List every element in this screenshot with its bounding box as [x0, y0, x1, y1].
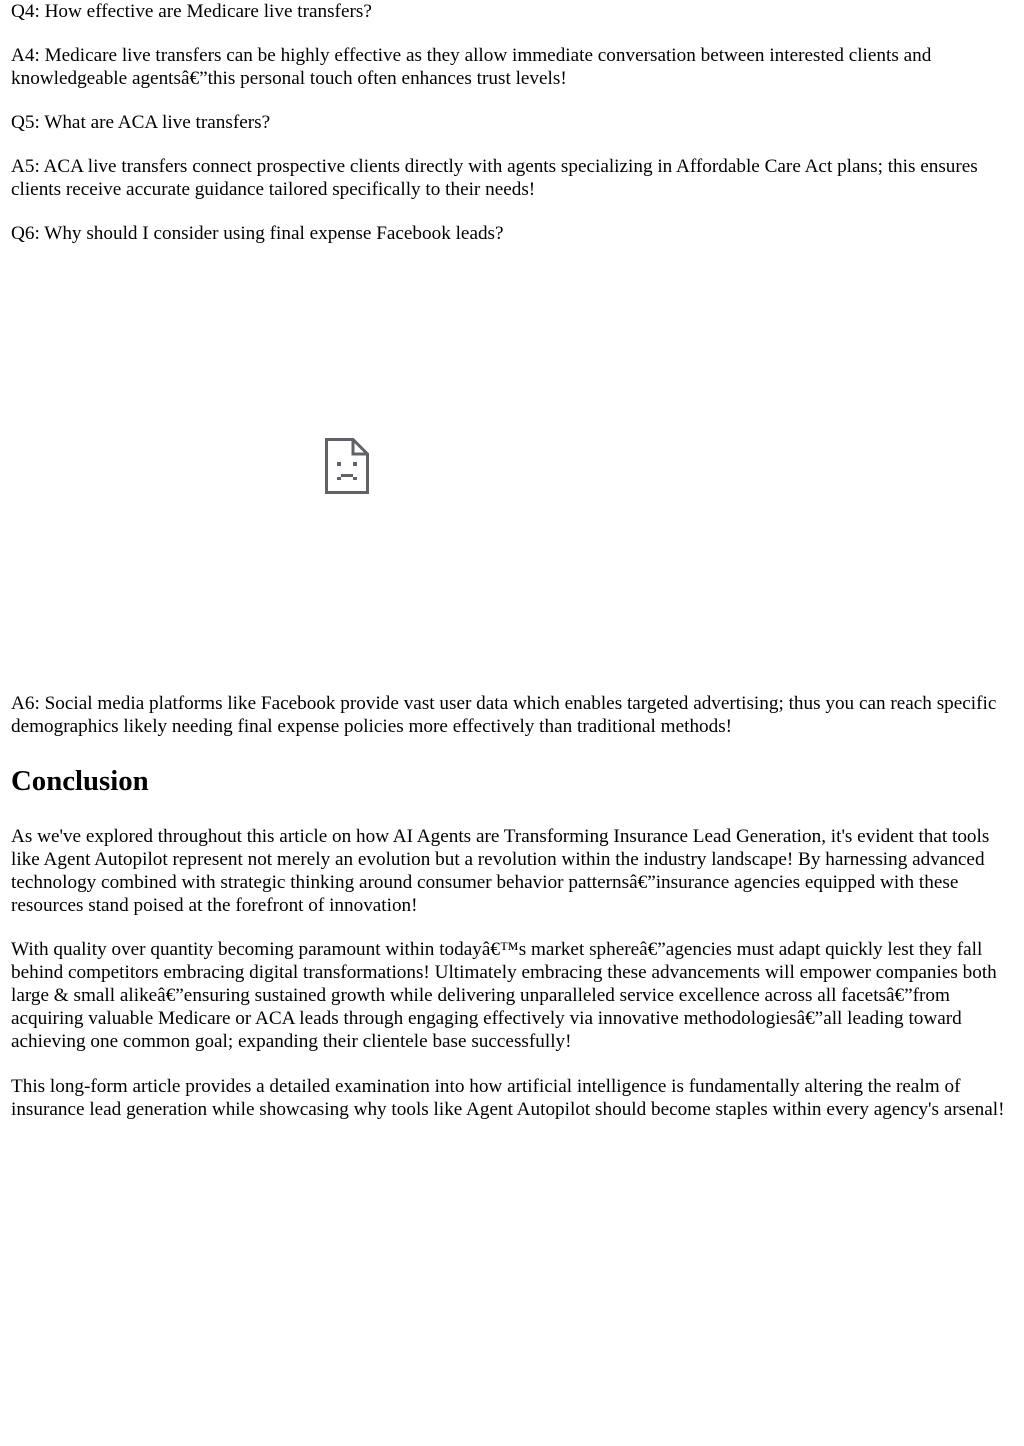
conclusion-paragraph-3: This long-form article provides a detailed examination into how artificial intelligence is fundamentally altering the realm of insurance lead generation while showcasing why tools like Agent Autopilot should become staples within every agency's arsenal! — [11, 1076, 1005, 1120]
faq-question-5: Q5: What are ACA live transfers? — [11, 112, 271, 133]
embedded-image-placeholder — [11, 266, 681, 666]
conclusion-heading: Conclusion — [11, 765, 149, 797]
faq-question-4: Q4: How effective are Medicare live transfers? — [11, 1, 372, 22]
conclusion-paragraph-1: As we've explored throughout this article on how AI Agents are Transforming Insurance Lead Generation, it's evident that tools like Agent Autopilot represent not merely an evolution but a revolution within the industry landscape! By harnessing advanced technology combined with strategic thinking around consumer behavior patternsâ€”insurance agencies equipped with these resources stand poised at the forefront of innovation! — [11, 826, 990, 916]
faq-answer-6: A6: Social media platforms like Facebook provide vast user data which enables targeted advertising; thus you can reach specific demographics likely needing final expense policies more effectively than traditional methods! — [11, 693, 997, 737]
faq-answer-4: A4: Medicare live transfers can be highly effective as they allow immediate conversation between interested clients and knowledgeable agentsâ€”this personal touch often enhances trust levels! — [11, 45, 932, 89]
broken-image-icon — [325, 438, 369, 494]
conclusion-paragraph-2: With quality over quantity becoming paramount within todayâ€™s market sphereâ€”agencies must adapt quickly lest they fall behind competitors embracing digital transformations! Ultimately embracing these advancements will empower companies both large & small alikeâ€”ensuring sustained growth while delivering unparalleled service excellence across all facetsâ€”from acquiring valuable Medicare or ACA leads through engaging effectively via innovative methodologiesâ€”all leading toward achieving one common goal; expanding their clientele base successfully! — [11, 939, 997, 1052]
faq-question-6: Q6: Why should I consider using final expense Facebook leads? — [11, 223, 504, 244]
faq-answer-5: A5: ACA live transfers connect prospective clients directly with agents specializing in Affordable Care Act plans; this ensures clients receive accurate guidance tailored specifically to their needs! — [11, 156, 978, 200]
